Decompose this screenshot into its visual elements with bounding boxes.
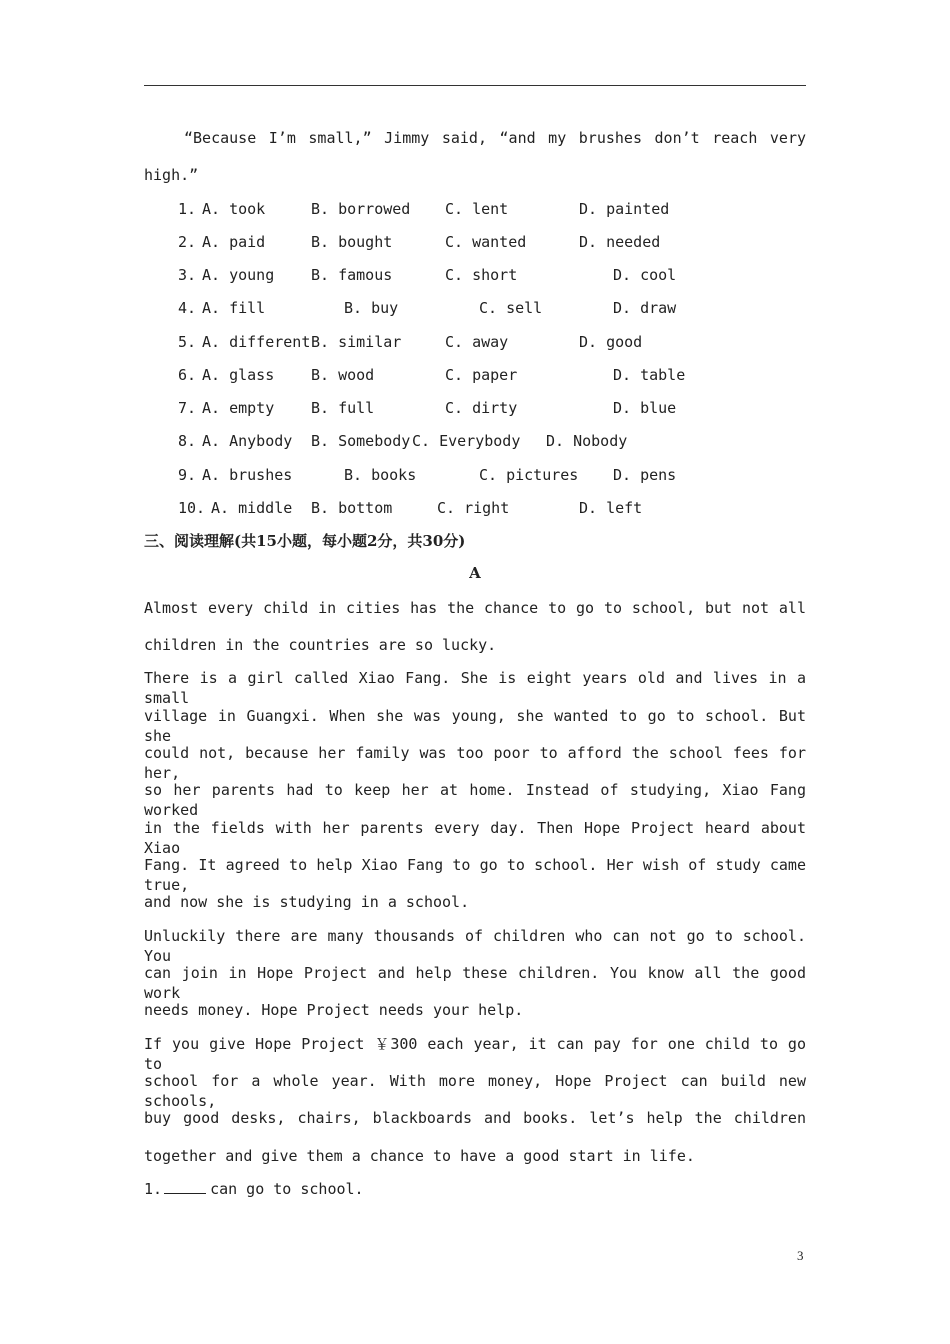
option-d: D. left (579, 499, 643, 517)
passage-line: and now she is studying in a school. (144, 893, 470, 911)
option-row-num: 4. (178, 299, 197, 317)
passage-line: could not, because her family was too poor to afford the school fees for her, (144, 744, 806, 782)
option-a: A. middle (211, 499, 293, 517)
passage-line: school for a whole year. With more money, Hope Project can build new schools, (144, 1072, 806, 1110)
option-c: C. Everybody (412, 432, 521, 450)
option-d: D. good (579, 333, 643, 351)
option-d: D. painted (579, 200, 670, 218)
option-d: D. blue (613, 399, 677, 417)
option-c: C. away (445, 333, 509, 351)
passage-line: There is a girl called Xiao Fang. She is eight years old and lives in a small (144, 669, 806, 707)
option-c: C. short (445, 266, 518, 284)
option-b: B. similar (311, 333, 402, 351)
option-a: A. Anybody (202, 432, 293, 450)
option-row-num: 8. (178, 432, 197, 450)
option-a: A. fill (202, 299, 266, 317)
question-number: 1. (144, 1180, 163, 1198)
option-b: B. famous (311, 266, 393, 284)
option-a: A. different (202, 333, 311, 351)
option-d: D. Nobody (546, 432, 628, 450)
option-b: B. wood (311, 366, 375, 384)
option-d: D. pens (613, 466, 677, 484)
section-heading: 三、阅读理解(共15小题，每小题2分，共30分) (144, 532, 466, 550)
option-d: D. needed (579, 233, 661, 251)
option-d: D. draw (613, 299, 677, 317)
option-row-num: 6. (178, 366, 197, 384)
option-c: C. right (437, 499, 510, 517)
option-b: B. books (344, 466, 417, 484)
option-row-num: 10. (178, 499, 206, 517)
passage-line: Fang. It agreed to help Xiao Fang to go to school. Her wish of study came true, (144, 856, 806, 894)
option-c: C. sell (479, 299, 543, 317)
option-d: D. table (613, 366, 686, 384)
option-c: C. paper (445, 366, 518, 384)
option-b: B. bought (311, 233, 393, 251)
option-d: D. cool (613, 266, 677, 284)
passage-line: in the fields with her parents every day. Then Hope Project heard about Xiao (144, 819, 806, 857)
option-row-num: 7. (178, 399, 197, 417)
option-a: A. brushes (202, 466, 293, 484)
answer-blank[interactable] (164, 1180, 206, 1194)
option-b: B. buy (344, 299, 399, 317)
option-c: C. dirty (445, 399, 518, 417)
option-c: C. lent (445, 200, 509, 218)
option-row-num: 9. (178, 466, 197, 484)
dialogue-line-2: high.” (144, 166, 199, 184)
option-a: A. paid (202, 233, 266, 251)
dialogue-line-1: “Because I’m small,” Jimmy said, “and my brushes don’t reach very (184, 129, 806, 147)
option-a: A. glass (202, 366, 275, 384)
option-c: C. pictures (479, 466, 579, 484)
option-row-num: 1. (178, 200, 197, 218)
question-1 (144, 1179, 806, 1199)
passage-line: Almost every child in cities has the chance to go to school, but not all (144, 599, 806, 617)
option-row-num: 3. (178, 266, 197, 284)
passage-label: A (469, 564, 481, 582)
question-text: can go to school. (210, 1180, 364, 1198)
passage-line: so her parents had to keep her at home. Instead of studying, Xiao Fang worked (144, 781, 806, 819)
option-b: B. full (311, 399, 375, 417)
option-row-num: 2. (178, 233, 197, 251)
header-rule (144, 85, 806, 86)
option-a: A. young (202, 266, 275, 284)
passage-line: together and give them a chance to have a good start in life. (144, 1147, 695, 1165)
passage-line: If you give Hope Project ￥300 each year, it can pay for one child to go to (144, 1035, 806, 1073)
page-number: 3 (797, 1248, 804, 1263)
option-b: B. borrowed (311, 200, 411, 218)
passage-line: needs money. Hope Project needs your help. (144, 1001, 524, 1019)
option-b: B. Somebody (311, 432, 411, 450)
passage-line: children in the countries are so lucky. (144, 636, 497, 654)
passage-line: Unluckily there are many thousands of children who can not go to school. You (144, 927, 806, 965)
option-row-num: 5. (178, 333, 197, 351)
option-a: A. took (202, 200, 266, 218)
option-b: B. bottom (311, 499, 393, 517)
passage-line: buy good desks, chairs, blackboards and books. let’s help the children (144, 1109, 806, 1127)
passage-line: can join in Hope Project and help these children. You know all the good work (144, 964, 806, 1002)
option-c: C. wanted (445, 233, 527, 251)
passage-line: village in Guangxi. When she was young, she wanted to go to school. But she (144, 707, 806, 745)
option-a: A. empty (202, 399, 275, 417)
